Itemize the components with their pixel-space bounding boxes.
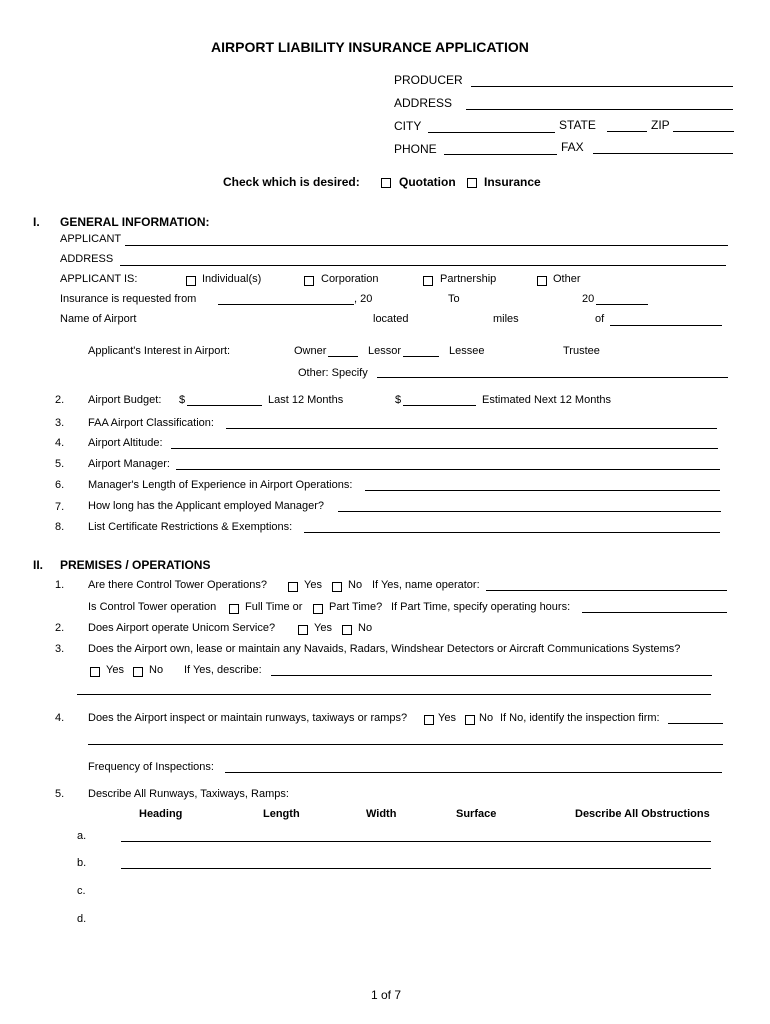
owner-field[interactable] bbox=[328, 356, 358, 357]
located-label: located bbox=[373, 313, 409, 325]
navaids-yes-checkbox[interactable] bbox=[90, 667, 100, 677]
col-obstructions: Describe All Obstructions bbox=[575, 808, 710, 820]
inspection-frequency-field[interactable] bbox=[225, 772, 722, 773]
fax-label: FAX bbox=[561, 140, 584, 154]
q7-number: 7. bbox=[55, 501, 65, 513]
q3-number: 3. bbox=[55, 417, 65, 429]
col-width: Width bbox=[366, 808, 397, 820]
trustee-label: Trustee bbox=[563, 345, 600, 357]
navaids-describe-field-2[interactable] bbox=[77, 694, 711, 695]
check-desired-label: Check which is desired: bbox=[223, 175, 360, 189]
runway-inspect-yes-checkbox[interactable] bbox=[424, 715, 434, 725]
full-time-label: Full Time or bbox=[245, 601, 303, 613]
individual-label: Individual(s) bbox=[202, 273, 262, 285]
section-2-number: II. bbox=[33, 558, 44, 572]
requested-to-field[interactable] bbox=[596, 304, 648, 305]
city-label: CITY bbox=[394, 119, 422, 133]
part-time-label: Part Time? bbox=[329, 601, 383, 613]
navaids-no-label: No bbox=[149, 664, 164, 676]
applicant-address-label: ADDRESS bbox=[60, 253, 114, 265]
interest-label: Applicant's Interest in Airport: bbox=[88, 345, 231, 357]
last-12-label: Last 12 Months bbox=[268, 394, 344, 406]
control-tower-yes-checkbox[interactable] bbox=[288, 582, 298, 592]
phone-field[interactable] bbox=[444, 154, 557, 155]
runway-inspect-yes-label: Yes bbox=[438, 712, 456, 724]
budget-next-12-field[interactable] bbox=[403, 405, 476, 406]
col-heading: Heading bbox=[139, 808, 183, 820]
airport-budget-label: Airport Budget: bbox=[88, 394, 162, 406]
navaids-describe-label: If Yes, describe: bbox=[184, 664, 262, 676]
owner-label: Owner bbox=[294, 345, 327, 357]
runway-inspect-label: Does the Airport inspect or maintain runways, taxiways or ramps? bbox=[88, 712, 408, 724]
section-1-heading: GENERAL INFORMATION: bbox=[60, 215, 210, 229]
operator-label: If Yes, name operator: bbox=[372, 579, 480, 591]
row-label-b: b. bbox=[77, 857, 87, 869]
s2-q2-number: 2. bbox=[55, 622, 65, 634]
applicant-is-label: APPLICANT IS: bbox=[60, 273, 138, 285]
partnership-checkbox[interactable] bbox=[423, 276, 433, 286]
fax-field[interactable] bbox=[593, 153, 733, 154]
row-label-a: a. bbox=[77, 830, 87, 842]
phone-label: PHONE bbox=[394, 142, 437, 156]
individual-checkbox[interactable] bbox=[186, 276, 196, 286]
operating-hours-field[interactable] bbox=[582, 612, 727, 613]
operator-field[interactable] bbox=[486, 590, 727, 591]
certificate-restrictions-field[interactable] bbox=[304, 532, 720, 533]
insurance-checkbox[interactable] bbox=[467, 178, 477, 188]
part-time-checkbox[interactable] bbox=[313, 604, 323, 614]
other-specify-field[interactable] bbox=[377, 377, 728, 378]
runway-inspect-no-label: No bbox=[479, 712, 494, 724]
operating-hours-label: If Part Time, specify operating hours: bbox=[391, 601, 571, 613]
inspection-frequency-label: Frequency of Inspections: bbox=[88, 761, 214, 773]
q2-number: 2. bbox=[55, 394, 65, 406]
quotation-checkbox[interactable] bbox=[381, 178, 391, 188]
runway-row-b-field[interactable] bbox=[121, 868, 711, 869]
q8-number: 8. bbox=[55, 521, 65, 533]
unicom-yes-checkbox[interactable] bbox=[298, 625, 308, 635]
faa-classification-field[interactable] bbox=[226, 428, 717, 429]
page-title: AIRPORT LIABILITY INSURANCE APPLICATION bbox=[211, 39, 529, 55]
section-1-number: I. bbox=[33, 215, 40, 229]
s2-q5-number: 5. bbox=[55, 788, 65, 800]
corporation-checkbox[interactable] bbox=[304, 276, 314, 286]
of-field[interactable] bbox=[610, 325, 722, 326]
airport-manager-label: Airport Manager: bbox=[88, 458, 170, 470]
runways-describe-label: Describe All Runways, Taxiways, Ramps: bbox=[88, 788, 289, 800]
q4-number: 4. bbox=[55, 437, 65, 449]
s2-q1-number: 1. bbox=[55, 579, 65, 591]
full-time-checkbox[interactable] bbox=[229, 604, 239, 614]
miles-label: miles bbox=[493, 313, 519, 325]
manager-experience-field[interactable] bbox=[365, 490, 720, 491]
navaids-yes-label: Yes bbox=[106, 664, 124, 676]
unicom-no-checkbox[interactable] bbox=[342, 625, 352, 635]
applicant-address-field[interactable] bbox=[120, 265, 726, 266]
manager-employed-label: How long has the Applicant employed Manager? bbox=[88, 500, 325, 512]
producer-address-label: ADDRESS bbox=[394, 96, 453, 110]
unicom-label: Does Airport operate Unicom Service? bbox=[88, 622, 276, 634]
airport-name-label: Name of Airport bbox=[60, 313, 137, 325]
next-12-label: Estimated Next 12 Months bbox=[482, 394, 612, 406]
airport-altitude-label: Airport Altitude: bbox=[88, 437, 163, 449]
unicom-yes-label: Yes bbox=[314, 622, 332, 634]
s2-q4-number: 4. bbox=[55, 712, 65, 724]
certificate-restrictions-label: List Certificate Restrictions & Exemptions: bbox=[88, 521, 293, 533]
control-tower-yes-label: Yes bbox=[304, 579, 322, 591]
row-label-d: d. bbox=[77, 913, 87, 925]
control-tower-label: Are there Control Tower Operations? bbox=[88, 579, 267, 591]
city-field[interactable] bbox=[428, 132, 555, 133]
lessor-field[interactable] bbox=[403, 356, 439, 357]
unicom-no-label: No bbox=[358, 622, 373, 634]
s2-q3-number: 3. bbox=[55, 643, 65, 655]
applicant-label: APPLICANT bbox=[60, 233, 122, 245]
producer-label: PRODUCER bbox=[394, 73, 463, 87]
state-label: STATE bbox=[559, 118, 596, 132]
other-specify-label: Other: Specify bbox=[298, 367, 368, 379]
manager-employed-field[interactable] bbox=[338, 511, 721, 512]
producer-field[interactable] bbox=[471, 86, 733, 87]
col-surface: Surface bbox=[456, 808, 497, 820]
other-checkbox[interactable] bbox=[537, 276, 547, 286]
q5-number: 5. bbox=[55, 458, 65, 470]
of-label: of bbox=[595, 313, 605, 325]
airport-altitude-field[interactable] bbox=[171, 448, 718, 449]
corporation-label: Corporation bbox=[321, 273, 379, 285]
zip-label: ZIP bbox=[651, 118, 670, 132]
lessor-label: Lessor bbox=[368, 345, 402, 357]
inspection-firm-field-2[interactable] bbox=[88, 744, 723, 745]
dollar-sign-2: $ bbox=[395, 394, 402, 406]
inspection-firm-label: If No, identify the inspection firm: bbox=[500, 712, 660, 724]
navaids-no-checkbox[interactable] bbox=[133, 667, 143, 677]
year-prefix: , 20 bbox=[354, 293, 373, 305]
faa-classification-label: FAA Airport Classification: bbox=[88, 417, 214, 429]
other-label: Other bbox=[553, 273, 581, 285]
state-field[interactable] bbox=[607, 131, 647, 132]
year-prefix-2: 20 bbox=[582, 293, 595, 305]
airport-manager-field[interactable] bbox=[176, 469, 720, 470]
col-length: Length bbox=[263, 808, 300, 820]
partnership-label: Partnership bbox=[440, 273, 497, 285]
manager-experience-label: Manager's Length of Experience in Airport Operations: bbox=[88, 479, 353, 491]
dollar-sign: $ bbox=[179, 394, 186, 406]
runway-row-a-field[interactable] bbox=[121, 841, 711, 842]
insurance-label: Insurance bbox=[484, 175, 541, 189]
producer-address-field[interactable] bbox=[466, 109, 733, 110]
lessee-label: Lessee bbox=[449, 345, 485, 357]
to-label: To bbox=[448, 293, 460, 305]
requested-from-field[interactable] bbox=[218, 304, 354, 305]
row-label-c: c. bbox=[77, 885, 86, 897]
inspection-firm-field[interactable] bbox=[668, 723, 723, 724]
q6-number: 6. bbox=[55, 479, 65, 491]
quotation-label: Quotation bbox=[399, 175, 456, 189]
zip-field[interactable] bbox=[673, 131, 734, 132]
budget-last-12-field[interactable] bbox=[187, 405, 262, 406]
navaids-label: Does the Airport own, lease or maintain any Navaids, Radars, Windshear Detectors or Aircraft Communications Systems? bbox=[88, 643, 681, 655]
runway-inspect-no-checkbox[interactable] bbox=[465, 715, 475, 725]
control-tower-no-checkbox[interactable] bbox=[332, 582, 342, 592]
control-tower-no-label: No bbox=[348, 579, 363, 591]
section-2-heading: PREMISES / OPERATIONS bbox=[60, 558, 211, 572]
requested-from-label: Insurance is requested from bbox=[60, 293, 197, 305]
applicant-field[interactable] bbox=[125, 245, 728, 246]
page-number: 1 of 7 bbox=[371, 988, 402, 1002]
navaids-describe-field[interactable] bbox=[271, 675, 712, 676]
tower-operation-label: Is Control Tower operation bbox=[88, 601, 217, 613]
